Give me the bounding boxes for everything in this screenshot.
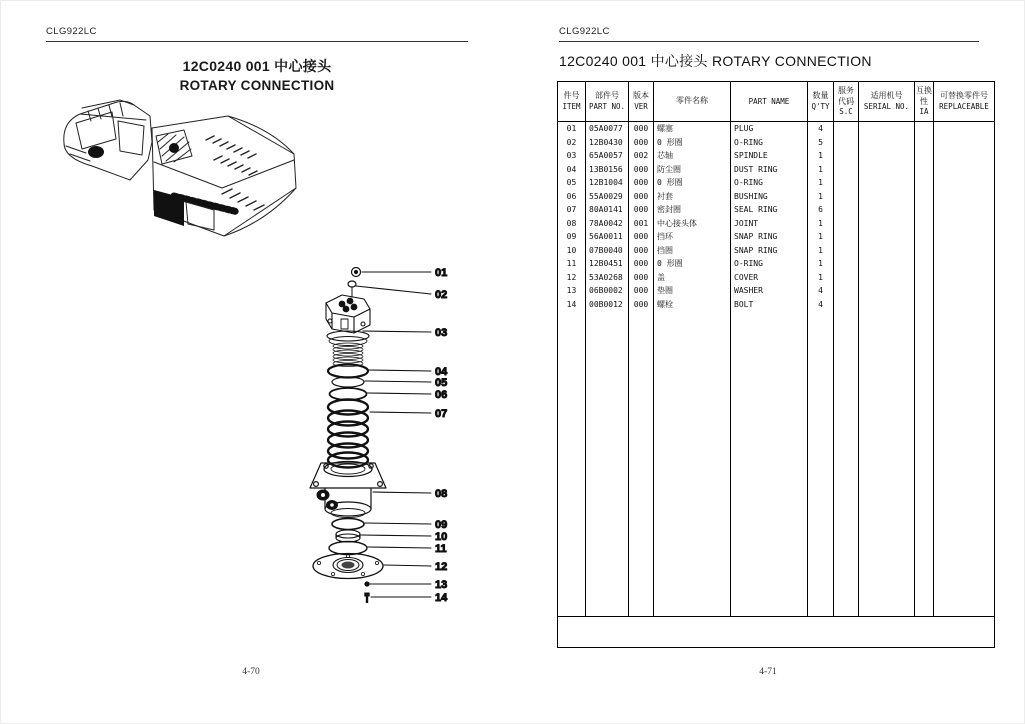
cell-item: 09 bbox=[558, 230, 586, 244]
cell-name-cn: 密封圈 bbox=[654, 203, 731, 217]
cell-part-no: 65A0057 bbox=[586, 149, 629, 163]
cell-sc bbox=[834, 122, 859, 136]
cell-ver: 001 bbox=[629, 217, 654, 231]
col-serial-no: 适用机号 SERIAL NO. bbox=[859, 82, 915, 122]
cell-name-cn: 0 形圈 bbox=[654, 176, 731, 190]
cell-ia bbox=[915, 298, 934, 312]
left-page-header: CLG922LC bbox=[46, 26, 97, 37]
cell-ver: 000 bbox=[629, 136, 654, 150]
table-footer-cell bbox=[558, 616, 995, 647]
cell-ia bbox=[915, 284, 934, 298]
table-row bbox=[558, 122, 995, 136]
cell-sc bbox=[834, 271, 859, 285]
cell-item: 12 bbox=[558, 271, 586, 285]
col-qty: 数量 Q'TY bbox=[808, 82, 834, 122]
callout-03: 03 bbox=[435, 327, 448, 339]
cell-sc bbox=[834, 284, 859, 298]
part-02-oring bbox=[348, 281, 356, 287]
callout-06: 06 bbox=[435, 389, 448, 401]
cell-item: 14 bbox=[558, 298, 586, 312]
part-12-cover bbox=[313, 554, 383, 579]
cell-serial bbox=[859, 284, 915, 298]
cell-ia bbox=[915, 122, 934, 136]
cell-sc bbox=[834, 203, 859, 217]
cell-ia bbox=[915, 136, 934, 150]
cell-serial bbox=[859, 244, 915, 258]
table-row bbox=[558, 217, 995, 231]
table-row bbox=[558, 230, 995, 244]
cell-ia bbox=[915, 257, 934, 271]
right-header-rule bbox=[559, 41, 979, 42]
cell-part-no: 05A0077 bbox=[586, 122, 629, 136]
cell-serial bbox=[859, 176, 915, 190]
cell-serial bbox=[859, 298, 915, 312]
callout-09: 09 bbox=[435, 519, 448, 531]
cell-qty: 1 bbox=[808, 230, 834, 244]
callout-04: 04 bbox=[435, 366, 448, 378]
callout-14: 14 bbox=[435, 592, 448, 604]
cell-serial bbox=[859, 190, 915, 204]
cell-part-name: SNAP RING bbox=[731, 244, 808, 258]
part-01-plug bbox=[352, 268, 361, 277]
cell-name-cn: 中心接头体 bbox=[654, 217, 731, 231]
part-09-snap-ring bbox=[332, 519, 364, 530]
cell-qty: 6 bbox=[808, 203, 834, 217]
cell-part-no: 12B1004 bbox=[586, 176, 629, 190]
cell-ver: 000 bbox=[629, 176, 654, 190]
col-ver: 版本 VER bbox=[629, 82, 654, 122]
cell-replaceable bbox=[934, 284, 995, 298]
col-sc: 服务代码 S.C bbox=[834, 82, 859, 122]
cell-ia bbox=[915, 230, 934, 244]
cell-name-cn: 0 形圈 bbox=[654, 257, 731, 271]
table-footer-row bbox=[558, 616, 995, 647]
col-replaceable: 可替换零件号 REPLACEABLE bbox=[934, 82, 995, 122]
cell-qty: 1 bbox=[808, 163, 834, 177]
table-row bbox=[558, 190, 995, 204]
cell-sc bbox=[834, 298, 859, 312]
table-row bbox=[558, 203, 995, 217]
cell-ia bbox=[915, 271, 934, 285]
cell-part-name: SNAP RING bbox=[731, 230, 808, 244]
callout-11: 11 bbox=[435, 543, 447, 555]
cell-part-name: BUSHING bbox=[731, 190, 808, 204]
cell-part-no: 00B0012 bbox=[586, 298, 629, 312]
right-page-number: 4-71 bbox=[759, 667, 777, 677]
cell-ia bbox=[915, 176, 934, 190]
cell-serial bbox=[859, 217, 915, 231]
cell-ver: 000 bbox=[629, 244, 654, 258]
table-row bbox=[558, 298, 995, 312]
cell-part-name: COVER bbox=[731, 271, 808, 285]
col-ia: 互换性 IA bbox=[915, 82, 934, 122]
cell-part-no: 06B0002 bbox=[586, 284, 629, 298]
cell-replaceable bbox=[934, 203, 995, 217]
cell-item: 02 bbox=[558, 136, 586, 150]
cell-ia bbox=[915, 149, 934, 163]
cell-serial bbox=[859, 122, 915, 136]
left-page-number: 4-70 bbox=[242, 667, 260, 677]
cell-part-name: BOLT bbox=[731, 298, 808, 312]
cell-item: 05 bbox=[558, 176, 586, 190]
cell-sc bbox=[834, 176, 859, 190]
cell-item: 06 bbox=[558, 190, 586, 204]
cell-qty: 1 bbox=[808, 217, 834, 231]
callout-01: 01 bbox=[435, 267, 448, 279]
parts-table bbox=[557, 81, 995, 648]
cell-qty: 1 bbox=[808, 176, 834, 190]
table-row bbox=[558, 149, 995, 163]
callout-08: 08 bbox=[435, 488, 448, 500]
cell-part-no: 07B0040 bbox=[586, 244, 629, 258]
left-title-en: ROTARY CONNECTION bbox=[179, 78, 335, 93]
cell-part-name: PLUG bbox=[731, 122, 808, 136]
cell-name-cn: 挡圈 bbox=[654, 244, 731, 258]
part-07-seal-rings bbox=[328, 400, 368, 468]
cell-name-cn: 0 形圈 bbox=[654, 136, 731, 150]
part-11-oring bbox=[329, 542, 367, 555]
cell-sc bbox=[834, 244, 859, 258]
col-part-name: PART NAME bbox=[731, 82, 808, 122]
table-row bbox=[558, 271, 995, 285]
cell-part-no: 13B0156 bbox=[586, 163, 629, 177]
cell-ver: 000 bbox=[629, 190, 654, 204]
cell-item: 10 bbox=[558, 244, 586, 258]
cell-part-no: 12B0451 bbox=[586, 257, 629, 271]
cell-qty: 4 bbox=[808, 298, 834, 312]
col-part-no: 部件号 PART NO. bbox=[586, 82, 629, 122]
cell-qty: 1 bbox=[808, 271, 834, 285]
cell-part-name: SPINDLE bbox=[731, 149, 808, 163]
cell-name-cn: 挡环 bbox=[654, 230, 731, 244]
cell-name-cn: 螺塞 bbox=[654, 122, 731, 136]
exploded-view-diagram bbox=[293, 257, 463, 613]
cell-replaceable bbox=[934, 149, 995, 163]
cell-replaceable bbox=[934, 122, 995, 136]
cell-part-no: 56A0011 bbox=[586, 230, 629, 244]
cell-ver: 000 bbox=[629, 284, 654, 298]
cell-sc bbox=[834, 163, 859, 177]
cell-serial bbox=[859, 203, 915, 217]
cell-part-name: O-RING bbox=[731, 136, 808, 150]
part-10-snap-ring bbox=[336, 530, 360, 542]
cell-replaceable bbox=[934, 176, 995, 190]
cell-part-no: 80A0141 bbox=[586, 203, 629, 217]
cell-sc bbox=[834, 136, 859, 150]
cell-name-cn: 防尘圈 bbox=[654, 163, 731, 177]
cell-replaceable bbox=[934, 244, 995, 258]
cell-part-no: 53A0268 bbox=[586, 271, 629, 285]
cell-qty: 1 bbox=[808, 190, 834, 204]
cell-ver: 000 bbox=[629, 203, 654, 217]
cell-part-name: O-RING bbox=[731, 257, 808, 271]
cell-replaceable bbox=[934, 217, 995, 231]
callout-13: 13 bbox=[435, 579, 448, 591]
cell-part-name: SEAL RING bbox=[731, 203, 808, 217]
cell-part-name: O-RING bbox=[731, 176, 808, 190]
cell-ia bbox=[915, 190, 934, 204]
right-page-title: 12C0240 001 中心接头 ROTARY CONNECTION bbox=[559, 53, 872, 69]
cell-ia bbox=[915, 217, 934, 231]
table-row bbox=[558, 284, 995, 298]
cell-serial bbox=[859, 136, 915, 150]
cell-part-no: 78A0042 bbox=[586, 217, 629, 231]
part-06-bushing bbox=[330, 388, 367, 400]
left-title-cn: 12C0240 001 中心接头 bbox=[182, 58, 332, 74]
table-row bbox=[558, 136, 995, 150]
cell-ver: 000 bbox=[629, 271, 654, 285]
callout-02: 02 bbox=[435, 289, 448, 301]
cell-qty: 1 bbox=[808, 244, 834, 258]
cell-replaceable bbox=[934, 298, 995, 312]
cell-item: 01 bbox=[558, 122, 586, 136]
cell-ver: 000 bbox=[629, 163, 654, 177]
cell-replaceable bbox=[934, 190, 995, 204]
cell-name-cn: 螺栓 bbox=[654, 298, 731, 312]
cell-sc bbox=[834, 149, 859, 163]
cell-item: 04 bbox=[558, 163, 586, 177]
cell-serial bbox=[859, 230, 915, 244]
parts-table-header bbox=[558, 82, 995, 122]
table-filler-row bbox=[558, 311, 995, 616]
table-row bbox=[558, 257, 995, 271]
cell-item: 13 bbox=[558, 284, 586, 298]
cell-qty: 1 bbox=[808, 257, 834, 271]
cell-serial bbox=[859, 149, 915, 163]
parts-table-body bbox=[558, 122, 995, 312]
callout-10: 10 bbox=[435, 531, 448, 543]
cell-ia bbox=[915, 244, 934, 258]
cell-qty: 4 bbox=[808, 122, 834, 136]
cell-qty: 5 bbox=[808, 136, 834, 150]
part-13-washer bbox=[364, 581, 369, 586]
part-14-bolt bbox=[364, 593, 369, 604]
cell-replaceable bbox=[934, 271, 995, 285]
callout-12: 12 bbox=[435, 561, 448, 573]
cell-item: 03 bbox=[558, 149, 586, 163]
cell-item: 07 bbox=[558, 203, 586, 217]
cell-sc bbox=[834, 190, 859, 204]
callout-07: 07 bbox=[435, 408, 448, 420]
cell-ia bbox=[915, 163, 934, 177]
cell-sc bbox=[834, 217, 859, 231]
cell-name-cn: 垫圈 bbox=[654, 284, 731, 298]
cell-replaceable bbox=[934, 230, 995, 244]
left-page-title bbox=[46, 56, 468, 93]
cell-serial bbox=[859, 163, 915, 177]
excavator-overview-drawing bbox=[56, 98, 301, 253]
cell-serial bbox=[859, 257, 915, 271]
cell-name-cn: 芯轴 bbox=[654, 149, 731, 163]
cell-serial bbox=[859, 271, 915, 285]
rotary-connection-highlight bbox=[156, 130, 192, 164]
cell-item: 11 bbox=[558, 257, 586, 271]
left-header-rule bbox=[46, 41, 468, 42]
col-item: 件号 ITEM bbox=[558, 82, 586, 122]
cell-replaceable bbox=[934, 257, 995, 271]
cell-ver: 000 bbox=[629, 257, 654, 271]
cell-replaceable bbox=[934, 136, 995, 150]
cell-name-cn: 衬套 bbox=[654, 190, 731, 204]
cell-part-no: 12B0430 bbox=[586, 136, 629, 150]
cell-qty: 4 bbox=[808, 284, 834, 298]
cell-ver: 000 bbox=[629, 298, 654, 312]
col-name-cn: 零件名称 bbox=[654, 82, 731, 122]
callout-05: 05 bbox=[435, 377, 448, 389]
cell-replaceable bbox=[934, 163, 995, 177]
cell-ia bbox=[915, 203, 934, 217]
cell-name-cn: 盖 bbox=[654, 271, 731, 285]
cell-part-name: JOINT bbox=[731, 217, 808, 231]
part-08-joint-body bbox=[310, 462, 386, 518]
cell-sc bbox=[834, 257, 859, 271]
table-row bbox=[558, 163, 995, 177]
right-page-header: CLG922LC bbox=[559, 26, 610, 37]
cell-ver: 000 bbox=[629, 230, 654, 244]
cell-part-no: 55A0029 bbox=[586, 190, 629, 204]
table-row bbox=[558, 244, 995, 258]
cell-qty: 1 bbox=[808, 149, 834, 163]
cell-ver: 002 bbox=[629, 149, 654, 163]
callout-labels bbox=[435, 267, 448, 604]
cell-ver: 000 bbox=[629, 122, 654, 136]
cell-part-name: DUST RING bbox=[731, 163, 808, 177]
cell-part-name: WASHER bbox=[731, 284, 808, 298]
cell-item: 08 bbox=[558, 217, 586, 231]
table-row bbox=[558, 176, 995, 190]
cell-sc bbox=[834, 230, 859, 244]
